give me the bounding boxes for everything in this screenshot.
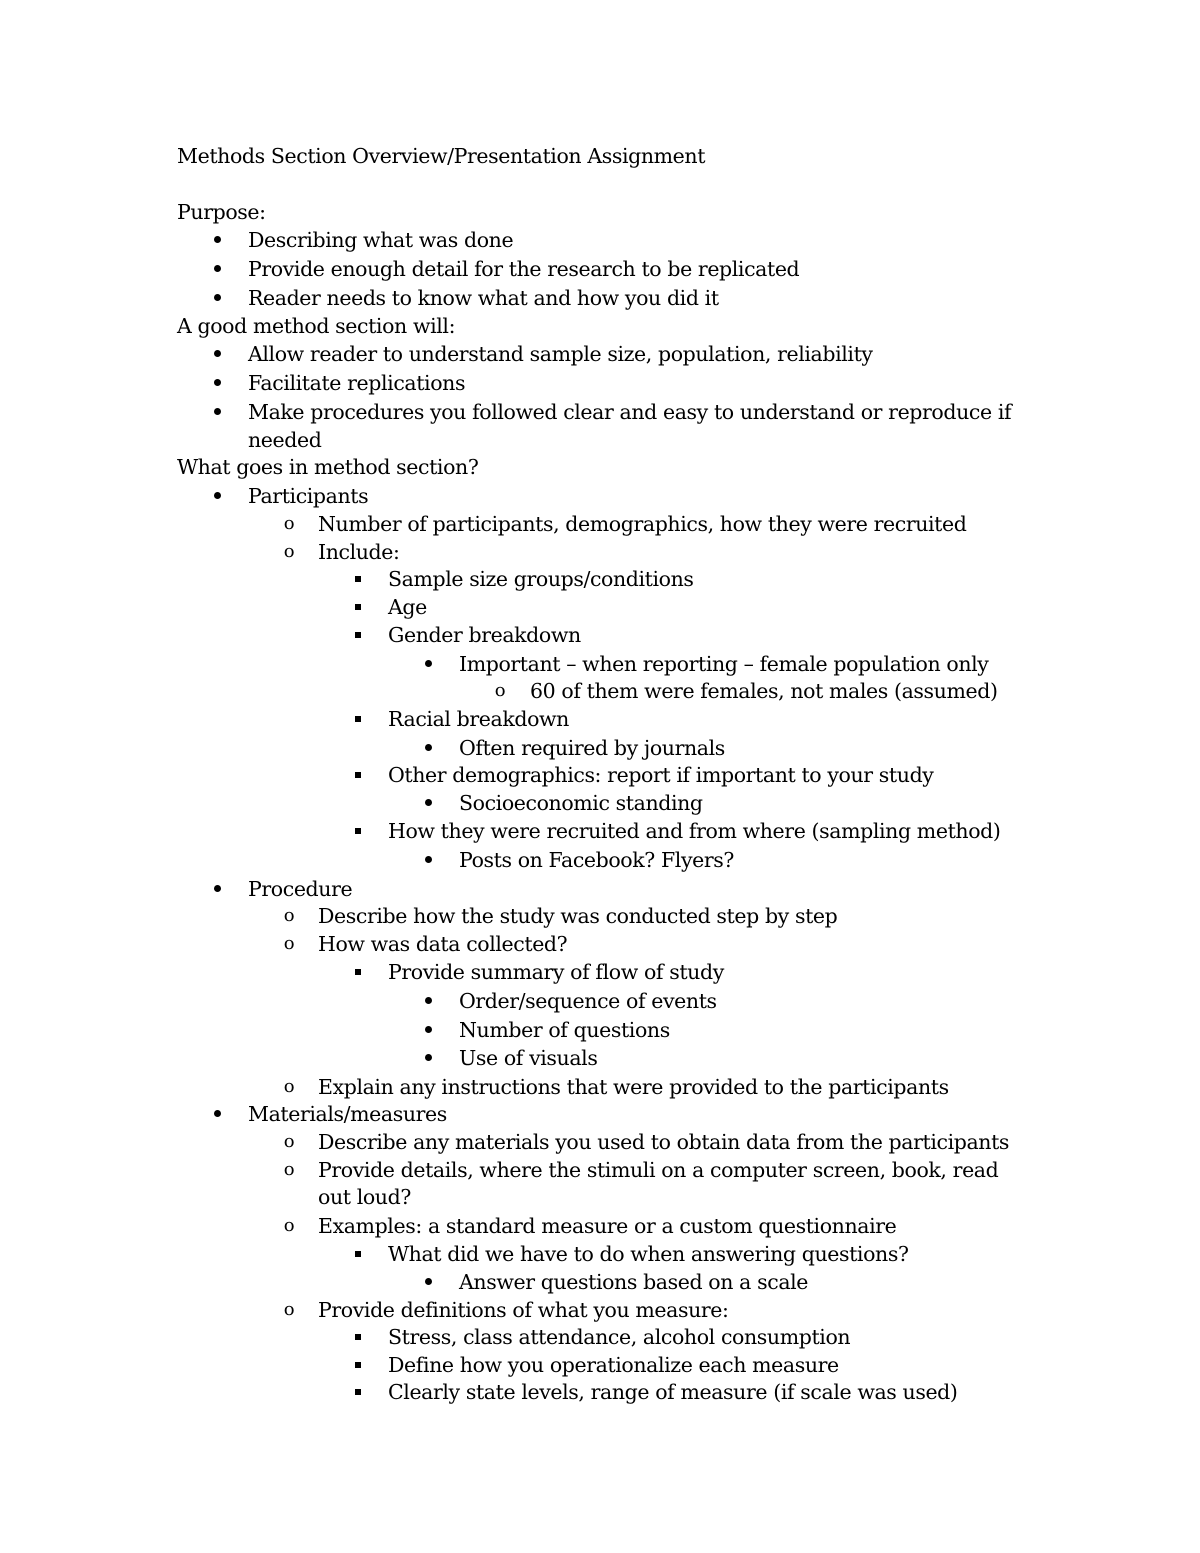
- list-item-text: Make procedures you followed clear and easy to understand or reproduce if: [248, 400, 1012, 424]
- list-item-text: needed: [248, 428, 322, 452]
- list-item-text: Provide summary of flow of study: [388, 960, 724, 984]
- list-item-text: Stress, class attendance, alcohol consumption: [388, 1325, 851, 1349]
- bullet-circle-icon: o: [283, 1159, 295, 1180]
- list-item-text: Order/sequence of events: [459, 989, 717, 1013]
- list-item-text: Gender breakdown: [388, 623, 581, 647]
- list-item-text: Number of questions: [459, 1018, 670, 1042]
- list-item-text: out loud?: [318, 1185, 411, 1209]
- list-item-text: Define how you operationalize each measure: [388, 1353, 839, 1377]
- bullet-circle-icon: o: [283, 541, 295, 562]
- list-item-text: Important – when reporting – female population only: [459, 652, 989, 676]
- list-item-text: Answer questions based on a scale: [459, 1270, 809, 1294]
- bullet-circle-icon: o: [283, 1131, 295, 1152]
- what-goes-heading: What goes in method section?: [177, 455, 479, 479]
- list-item-text: Other demographics: report if important to your study: [388, 763, 934, 787]
- list-item-text: Sample size groups/conditions: [388, 567, 694, 591]
- list-item-text: Explain any instructions that were provided to the participants: [318, 1075, 949, 1099]
- list-item-text: Describe any materials you used to obtain data from the participants: [318, 1130, 1010, 1154]
- list-item-text: Provide definitions of what you measure:: [318, 1298, 729, 1322]
- bullet-circle-icon: o: [283, 513, 295, 534]
- list-item-text: Often required by journals: [459, 736, 725, 760]
- purpose-heading: Purpose:: [177, 200, 266, 224]
- list-item-text: What did we have to do when answering questions?: [388, 1242, 909, 1266]
- document-title: Methods Section Overview/Presentation Assignment: [177, 144, 706, 168]
- materials-label: Materials/measures: [248, 1102, 447, 1126]
- good-method-heading: A good method section will:: [177, 314, 456, 338]
- list-item-text: Allow reader to understand sample size, population, reliability: [248, 342, 873, 366]
- participants-label: Participants: [248, 484, 369, 508]
- list-item-text: 60 of them were females, not males (assumed): [530, 679, 998, 703]
- list-item-text: Clearly state levels, range of measure (if scale was used): [388, 1380, 958, 1404]
- list-item-text: Use of visuals: [459, 1046, 598, 1070]
- list-item-text: Posts on Facebook? Flyers?: [459, 848, 734, 872]
- list-item-text: Number of participants, demographics, how they were recruited: [318, 512, 967, 536]
- list-item-text: How was data collected?: [318, 932, 568, 956]
- list-item-text: Racial breakdown: [388, 707, 569, 731]
- list-item-text: Describe how the study was conducted step by step: [318, 904, 838, 928]
- bullet-circle-icon: o: [494, 680, 506, 701]
- list-item-text: Reader needs to know what and how you did it: [248, 286, 719, 310]
- list-item-text: Age: [388, 595, 427, 619]
- list-item-text: Provide enough detail for the research to be replicated: [248, 257, 800, 281]
- list-item-text: Facilitate replications: [248, 371, 466, 395]
- list-item-text: Examples: a standard measure or a custom questionnaire: [318, 1214, 897, 1238]
- bullet-circle-icon: o: [283, 1076, 295, 1097]
- list-item-text: Provide details, where the stimuli on a computer screen, book, read: [318, 1158, 999, 1182]
- list-item-text: How they were recruited and from where (sampling method): [388, 819, 1001, 843]
- bullet-circle-icon: o: [283, 905, 295, 926]
- list-item-text: Describing what was done: [248, 228, 514, 252]
- bullet-circle-icon: o: [283, 1299, 295, 1320]
- procedure-label: Procedure: [248, 877, 353, 901]
- list-item-text: Include:: [318, 540, 400, 564]
- list-item-text: Socioeconomic standing: [459, 791, 703, 815]
- bullet-circle-icon: o: [283, 1215, 295, 1236]
- bullet-circle-icon: o: [283, 933, 295, 954]
